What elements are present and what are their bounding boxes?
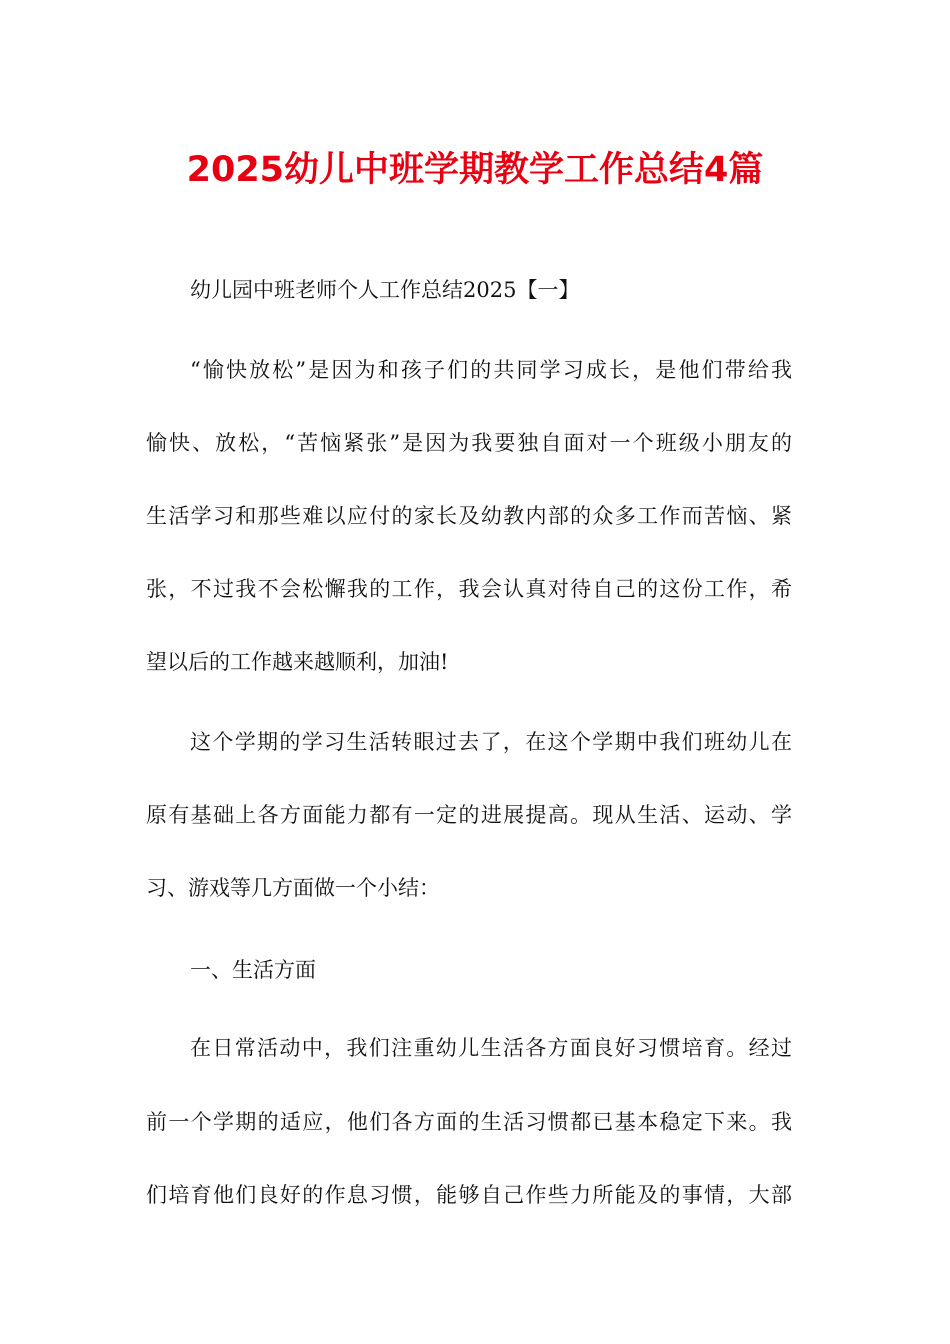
paragraph-line: 习、游戏等几方面做一个小结： bbox=[146, 876, 440, 900]
paragraph-line: 愉快、放松，“苦恼紧张”是因为我要独自面对一个班级小朋友的 bbox=[146, 431, 792, 455]
section-heading: 幼儿园中班老师个人工作总结2025【一】 bbox=[190, 278, 580, 302]
paragraph-line: 生活学习和那些难以应付的家长及幼教内部的众多工作而苦恼、紧 bbox=[146, 504, 792, 528]
subsection-heading: 一、生活方面 bbox=[190, 958, 316, 982]
paragraph-line: 这个学期的学习生活转眼过去了，在这个学期中我们班幼儿在 bbox=[190, 730, 792, 754]
paragraph-line: 在日常活动中，我们注重幼儿生活各方面良好习惯培育。经过 bbox=[190, 1036, 792, 1060]
paragraph-line: 原有基础上各方面能力都有一定的进展提高。现从生活、运动、学 bbox=[146, 803, 792, 827]
paragraph-line: “愉快放松”是因为和孩子们的共同学习成长，是他们带给我 bbox=[190, 358, 792, 382]
document-title: 2025幼儿中班学期教学工作总结4篇 bbox=[186, 150, 764, 190]
paragraph-line: 们培育他们良好的作息习惯，能够自己作些力所能及的事情，大部 bbox=[146, 1183, 792, 1207]
paragraph-line: 张，不过我不会松懈我的工作，我会认真对待自己的这份工作，希 bbox=[146, 577, 792, 601]
paragraph-line: 望以后的工作越来越顺利，加油! bbox=[146, 650, 449, 674]
paragraph-line: 前一个学期的适应，他们各方面的生活习惯都已基本稳定下来。我 bbox=[146, 1110, 792, 1134]
